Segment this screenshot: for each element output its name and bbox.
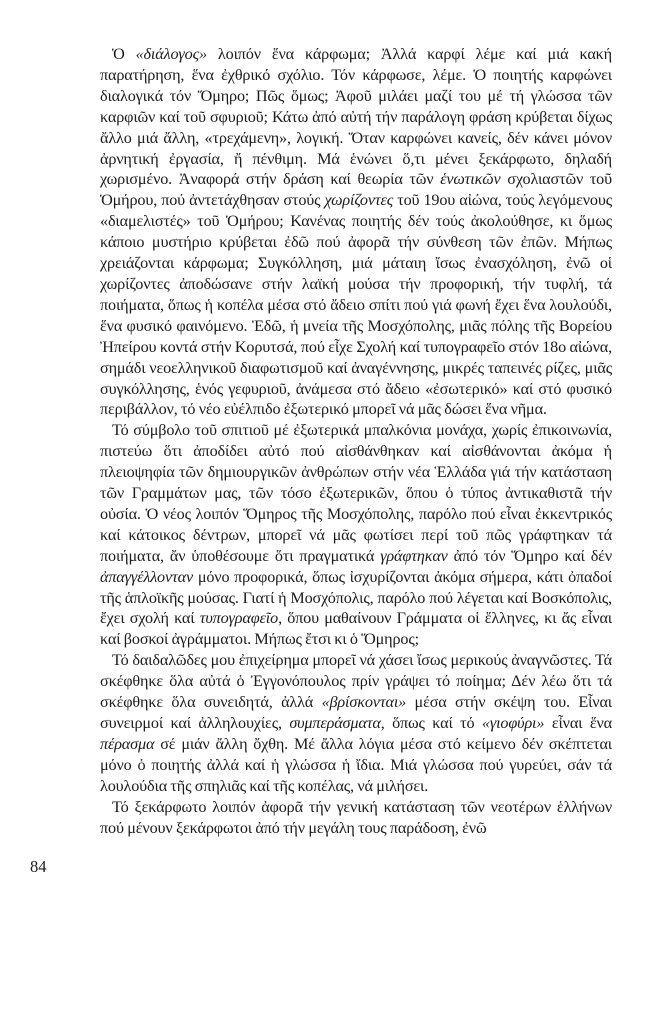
italic-text-run: γράφτηκαν xyxy=(380,546,448,565)
text-run: Τό σύμβολο τοῦ σπιτιοῦ μέ ἐξωτερικά μπαλκόνια μονάχα, χωρίς ἐπικοινωνία, πιστεύω ὅτι ἀποδίδει αὐτό πού αἰσθάνθηκαν καί αἰσθάνονται ἀκόμα ἡ πλειοψηφία τῶν δημιουργικῶν ἀνθρώπων στήν νέα Ἑλλάδα γιά τήν κατάσταση τῶν Γραμμάτων μας, τῶν τόσο ἐξωτερικῶν, ὅπου ὁ τύπος ἀντικαθιστᾶ τήν οὐσία. Ὁ νέος λοιπόν Ὅμηρος τῆς Μοσχόπολης, παρόλο πού εἶναι ἐκκεντρικός καί κάτοικος δέντρων, μπορεῖ νά μᾶς φωτίσει περί τοῦ πῶς γράφτηκαν τά ποιήματα, ἄν ὑποθέσουμε ὅτι πραγματικά xyxy=(100,421,612,565)
italic-text-run: ἀπαγγέλλονταν xyxy=(100,567,194,586)
text-run: μέσα στήν σκέψη του. Εἶναι συνειρμοί καί ἀλληλουχίες, xyxy=(100,693,612,732)
text-run: Ὁ xyxy=(112,45,136,63)
italic-text-run: ἑνωτικῶν xyxy=(440,170,501,189)
italic-text-run: πέρασμα xyxy=(100,734,155,753)
paragraph-1 xyxy=(100,44,612,420)
italic-text-run: χωρίζοντες xyxy=(324,191,394,210)
italic-text-run: «διάλογος» xyxy=(135,45,207,63)
italic-text-run: τυπογραφεῖο xyxy=(199,609,279,628)
body-text xyxy=(100,44,612,838)
text-run: σχολιαστῶν τοῦ Ὁμήρου, πού ἀντετάχθησαν στούς xyxy=(100,170,612,210)
text-run: ἀπό τόν Ὅμηρο καί δέν xyxy=(447,546,612,565)
text-run: , ὅπου μαθαίνουν Γράμματα οἱ ἕλληνες, κι ἄς εἶναι καί βοσκοί ἀγράμματοι. Μήπως ἔτσι κι ὁ Ὅμηρος; xyxy=(100,609,612,649)
text-run: μόνο προφορικά, ὅπως ἰσχυρίζονται ἀκόμα σήμερα, κάτι ὀπαδοί τῆς ἁπλοϊκῆς μούσας. Γιατί ἡ Μοσχόπολις, παρόλο πού λέγεται καί Βοσκόπολις, ἔχει σχολή καί xyxy=(100,567,612,628)
text-run: σέ μιάν ἄλλη ὄχθη. Μέ ἄλλα λόγια μέσα στό κείμενο δέν σκέπτεται μόνο ὁ ποιητής ἀλλά καί ἡ γλώσσα ἡ ἴδια. Μιά γλώσσα πού γυρεύει, σάν τά λουλούδια τῆς σπηλιᾶς καί τῆς κοπέλας, νά μιλήσει. xyxy=(100,734,612,795)
text-run: Τό δαιδαλῶδες μου ἐπιχείρημα μπορεῖ νά χάσει ἴσως μερικούς ἀναγνῶστες. Τά σκέφθηκε ὅλα αὐτά ὁ Ἐγγονόπουλος πρίν γράψει τό ποίημα; Δέν λέω ὅτι τά σκέφθηκε ὅλα συνειδητά, ἀλλά xyxy=(100,651,612,712)
text-run: εἶναι ἕνα xyxy=(544,714,612,732)
text-run: , ὅπως καί τό xyxy=(380,714,482,732)
paragraph-3 xyxy=(100,650,612,796)
italic-text-run: «γιοφύρι» xyxy=(481,714,545,732)
text-run: λοιπόν ἕνα κάρφωμα; Ἀλλά καρφί λέμε καί μιά κακή παρατήρηση, ἕνα ἐχθρικό σχόλιο. Τόν κάρφωσε, λέμε. Ὁ ποιητής καρφώνει διαλογικά τόν Ὅμηρο; Πῶς ὅμως; Ἀφοῦ μιλάει μαζί του μέ τή γλώσσα τῶν καρφιῶν καί τοῦ σφυριοῦ; Κάτω ἀπό αὐτή τήν παράλογη φράση κρύβεται δίχως ἄλλο μιά ἄλλη, «τρεχάμενη», λογική. Ὅταν καρφώνει κανείς, δέν κάνει μόνον ἀρνητική ἐργασία, ἤ πένθιμη. Μά ἑνώνει ὅ,τι μένει ξεκάρφωτο, δηλαδή χωρισμένο. Ἀναφορά στήν δράση καί θεωρία τῶν xyxy=(100,45,612,189)
paragraph-2 xyxy=(100,420,612,650)
text-run: Τό ξεκάρφωτο λοιπόν ἀφορᾶ τήν γενική κατάσταση τῶν νεοτέρων ἑλλήνων πού μένουν ξεκάρφωτοι ἀπό τήν μεγάλη τους παράδοση, ἐνῶ xyxy=(100,797,612,837)
text-run: τοῦ 19ου αἰώνα, τούς λεγόμενους «διαμελιστές» τοῦ Ὁμήρου; Κανένας ποιητής δέν τούς ἀκολούθησε, κι ὅμως κάποιο μυστήριο κρύβεται ἐδῶ πού ἀφορᾶ τήν σύνθεση τῶν ἐπῶν. Μήπως χρειάζονται κάρφωμα; Συγκόλληση, μιά μάταιη ἴσως ἐνασχόληση, ἐνῶ οἱ χωρίζοντες ἀποδώσανε στήν λαϊκή μούσα τήν προφορική, τήν τυφλή, τά ποιήματα, ὅπως ἡ κοπέλα μέσα στό ἄδειο σπίτι πού γιά φωνή ἔχει ἕνα λουλούδι, ἕνα φυσικό φαινόμενο. Ἐδῶ, ἡ μνεία τῆς Μοσχόπολης, μιᾶς πόλης τῆς Βορείου Ἠπείρου κοντά στήν Κορυτσά, πού εἶχε Σχολή καί τυπογραφεῖο στόν 18ο αἰώνα, σημάδι νεοελληνικοῦ διαφωτισμοῦ καί ἀναγέννησης, μικρές ταπεινές ρίζες, μιᾶς συγκόλλησης, ἑνός γεφυριοῦ, ἀνάμεσα στό ἄδειο «ἐσωτερικό» καί στό φυσικό περιβάλλον, τό νέο εὐέλπιδο ἐξωτερικό μπορεῖ νά μᾶς δώσει ἕνα νῆμα. xyxy=(100,191,612,419)
italic-text-run: συμπεράσματα xyxy=(289,714,381,732)
italic-text-run: «βρίσκονται» xyxy=(321,693,407,712)
page-number: 84 xyxy=(30,857,47,876)
paragraph-4 xyxy=(100,797,612,839)
